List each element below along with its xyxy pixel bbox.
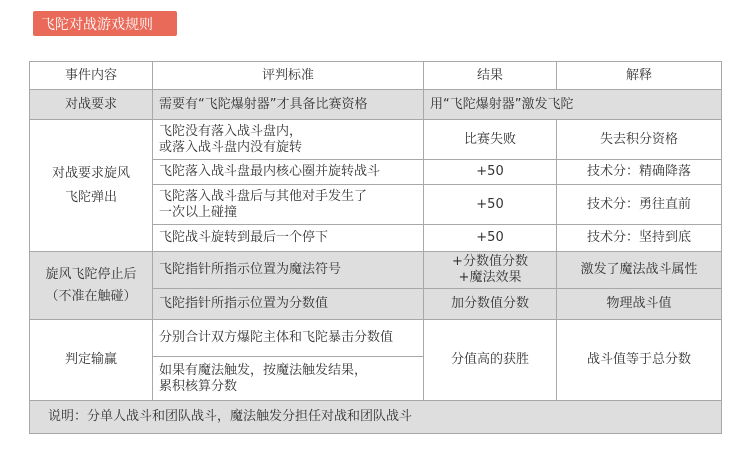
note-text: 说明：分单人战斗和团队战斗，魔法触发分担任对战和团队战斗	[30, 401, 722, 434]
stop-row-1	[30, 252, 722, 289]
judge-row-1	[30, 320, 722, 357]
stop-event-line1: 旋风飞陀停止后	[45, 266, 137, 282]
launch-criteria-4: 飞陀战斗旋转到最后一个停下	[153, 225, 424, 252]
stop-result-1: +分数值分数 +魔法效果	[424, 252, 557, 289]
page-title: 飞陀对战游戏规则	[33, 11, 177, 36]
stop-criteria-2: 飞陀指针所指示位置为分数值	[153, 289, 424, 320]
launch-criteria-3: 飞陀落入战斗盘后与其他对手发生了 一次以上碰撞	[153, 185, 424, 225]
launch-criteria-1: 飞陀没有落入战斗盘内， 或落入战斗盘内没有旋转	[153, 120, 424, 160]
judge-result: 分值高的获胜	[424, 320, 557, 401]
launch-criteria-2: 飞陀落入战斗盘最内核心圈并旋转战斗	[153, 160, 424, 185]
judge-criteria-1: 分别合计双方爆陀主体和飞陀暴击分数值	[153, 320, 424, 357]
header-explanation: 解释	[557, 62, 722, 90]
battle-requirement-result: 用“飞陀爆射器”激发飞陀	[424, 90, 722, 120]
rules-table	[29, 61, 722, 434]
launch-result-2: +50	[424, 160, 557, 185]
launch-explanation-3: 技术分：勇往直前	[557, 185, 722, 225]
header-row	[30, 62, 722, 90]
battle-requirement-row	[30, 90, 722, 120]
header-criteria: 评判标准	[153, 62, 424, 90]
launch-explanation-4: 技术分：坚持到底	[557, 225, 722, 252]
launch-event	[30, 120, 153, 252]
stop-explanation-2: 物理战斗值	[557, 289, 722, 320]
launch-result-4: +50	[424, 225, 557, 252]
stop-result-2: 加分数值分数	[424, 289, 557, 320]
battle-requirement-event: 对战要求	[30, 90, 153, 120]
header-result: 结果	[424, 62, 557, 90]
launch-event-line2: 飞陀弹出	[64, 189, 117, 205]
header-event: 事件内容	[30, 62, 153, 90]
launch-result-1: 比赛失败	[424, 120, 557, 160]
battle-requirement-criteria: 需要有“飞陀爆射器”才具备比赛资格	[153, 90, 424, 120]
launch-row-1	[30, 120, 722, 160]
stop-event-line2: （不准在触碰）	[45, 288, 137, 304]
judge-criteria-2: 如果有魔法触发，按魔法触发结果， 累积核算分数	[153, 357, 424, 401]
judge-explanation: 战斗值等于总分数	[557, 320, 722, 401]
stop-event	[30, 252, 153, 320]
stop-criteria-1: 飞陀指针所指示位置为魔法符号	[153, 252, 424, 289]
launch-event-line1: 对战要求旋风	[51, 165, 130, 181]
stop-explanation-1: 激发了魔法战斗属性	[557, 252, 722, 289]
launch-result-3: +50	[424, 185, 557, 225]
judge-event: 判定输赢	[30, 320, 153, 401]
launch-explanation-1: 失去积分资格	[557, 120, 722, 160]
launch-explanation-2: 技术分：精确降落	[557, 160, 722, 185]
note-row	[30, 401, 722, 434]
